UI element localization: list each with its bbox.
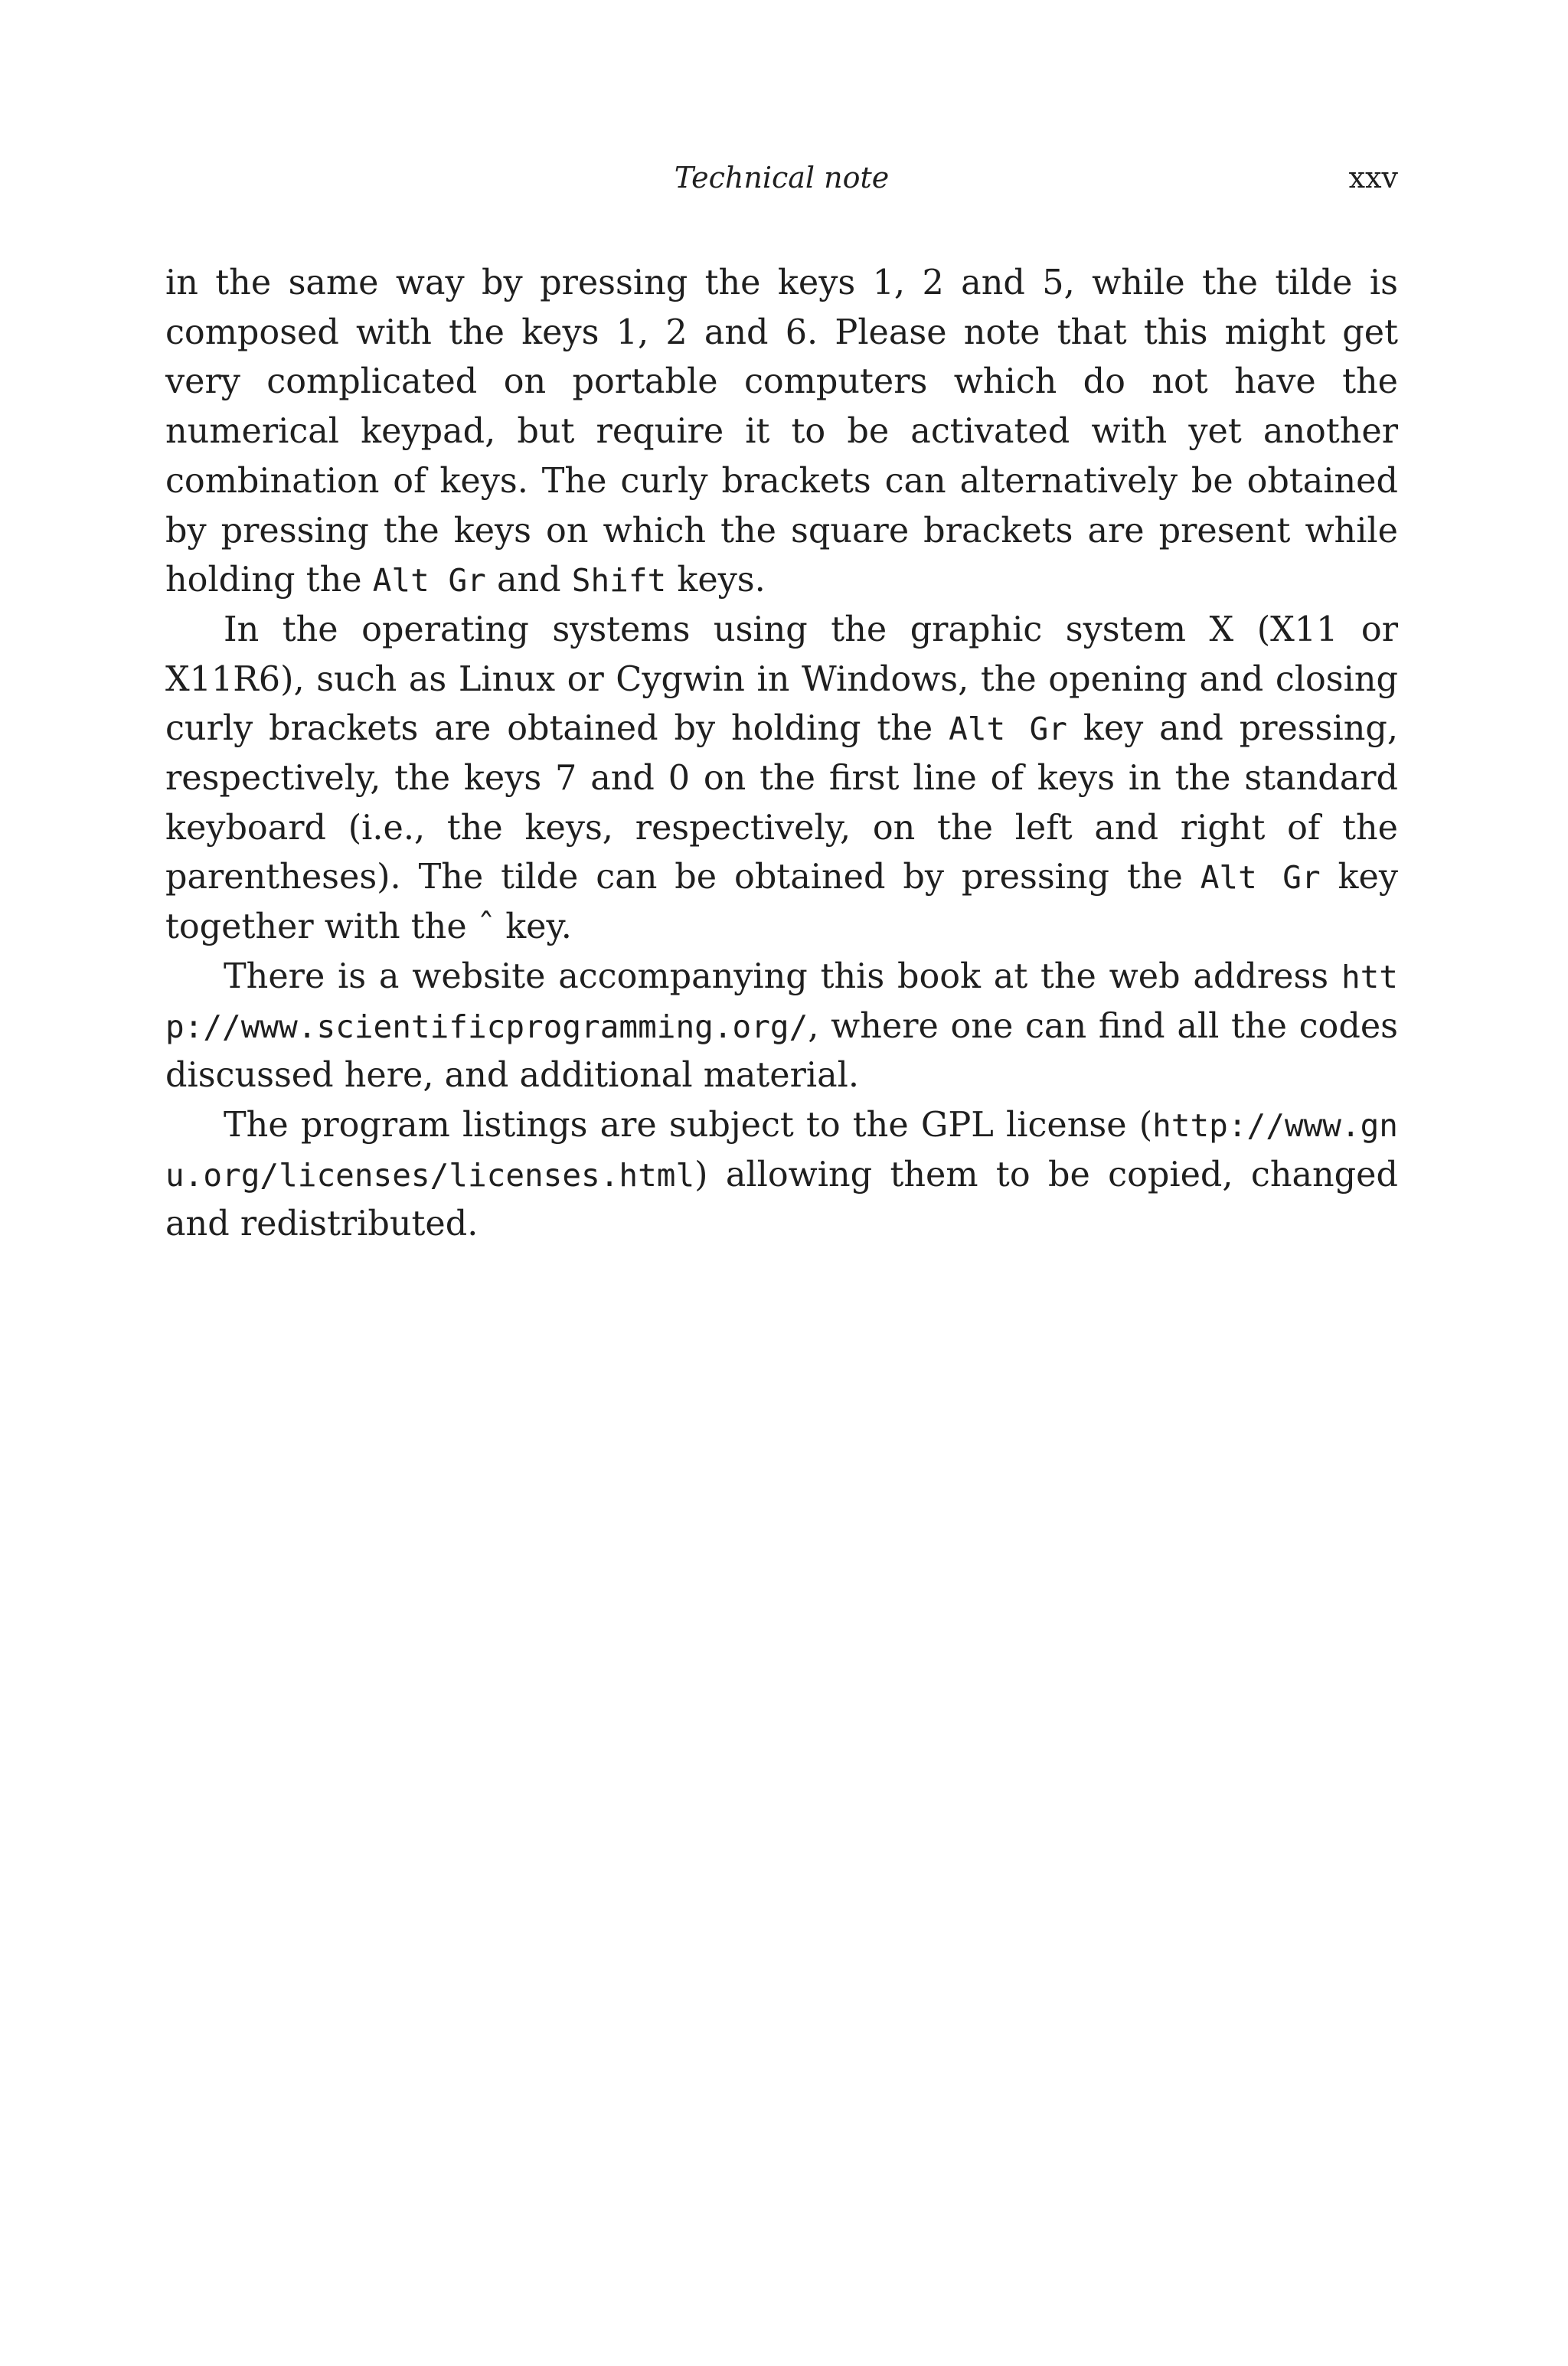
key-alt-gr: Alt Gr bbox=[949, 711, 1067, 748]
paragraph-2 bbox=[165, 606, 1398, 953]
paragraph-2-text-c: key together with the ˆ key. bbox=[165, 858, 1398, 947]
key-alt-gr: Alt Gr bbox=[372, 562, 486, 600]
website-link[interactable]: http://www.scientificprogramming.org/ bbox=[165, 958, 1398, 1045]
paragraph-2-text-a: In the operating systems using the graphic system X (X11 or X11R6), such as Linux or Cygwin in Windows, the opening and closing curly brackets are obtained by holding the bbox=[165, 609, 1398, 749]
paragraph-4 bbox=[165, 1101, 1398, 1250]
paragraph-1 bbox=[165, 259, 1398, 606]
paragraph-3-text-b: , where one can find all the codes discussed here, and additional material. bbox=[165, 1006, 1398, 1096]
paragraph-3-text-a: There is a website accompanying this book at the web address bbox=[224, 956, 1341, 996]
body-text bbox=[165, 259, 1398, 1250]
page-header bbox=[165, 161, 1398, 204]
paragraph-1-text-c: keys. bbox=[666, 560, 766, 600]
page-number: xxv bbox=[1348, 161, 1398, 194]
paragraph-3 bbox=[165, 953, 1398, 1101]
gpl-license-link[interactable]: http://www.gnu.org/licenses/licenses.html bbox=[165, 1106, 1398, 1194]
key-shift: Shift bbox=[571, 562, 667, 600]
paragraph-1-text-a: in the same way by pressing the keys 1, 2 and 5, while the tilde is composed with the keys 1, 2 and 6. Please note that this might get very complicated on portable computers which do not have the numerical keypad, but require it to be activated with yet another combination of keys. The curly brackets can alternatively be obtained by pressing the keys on which the square brackets are present while holding the bbox=[165, 263, 1398, 600]
paragraph-1-text-b: and bbox=[485, 560, 572, 600]
paragraph-4-text-b: ) allowing them to be copied, changed and redistributed. bbox=[165, 1155, 1398, 1244]
running-title: Technical note bbox=[674, 161, 890, 194]
paragraph-2-text-b: key and pressing, respectively, the keys 7 and 0 on the first line of keys in the standard keyboard (i.e., the keys, respectively, on the left and right of the parentheses). The tilde can be obtained by pressing the bbox=[165, 709, 1398, 897]
paragraph-4-text-a: The program listings are subject to the GPL license ( bbox=[224, 1105, 1153, 1145]
key-alt-gr: Alt Gr bbox=[1200, 859, 1321, 897]
